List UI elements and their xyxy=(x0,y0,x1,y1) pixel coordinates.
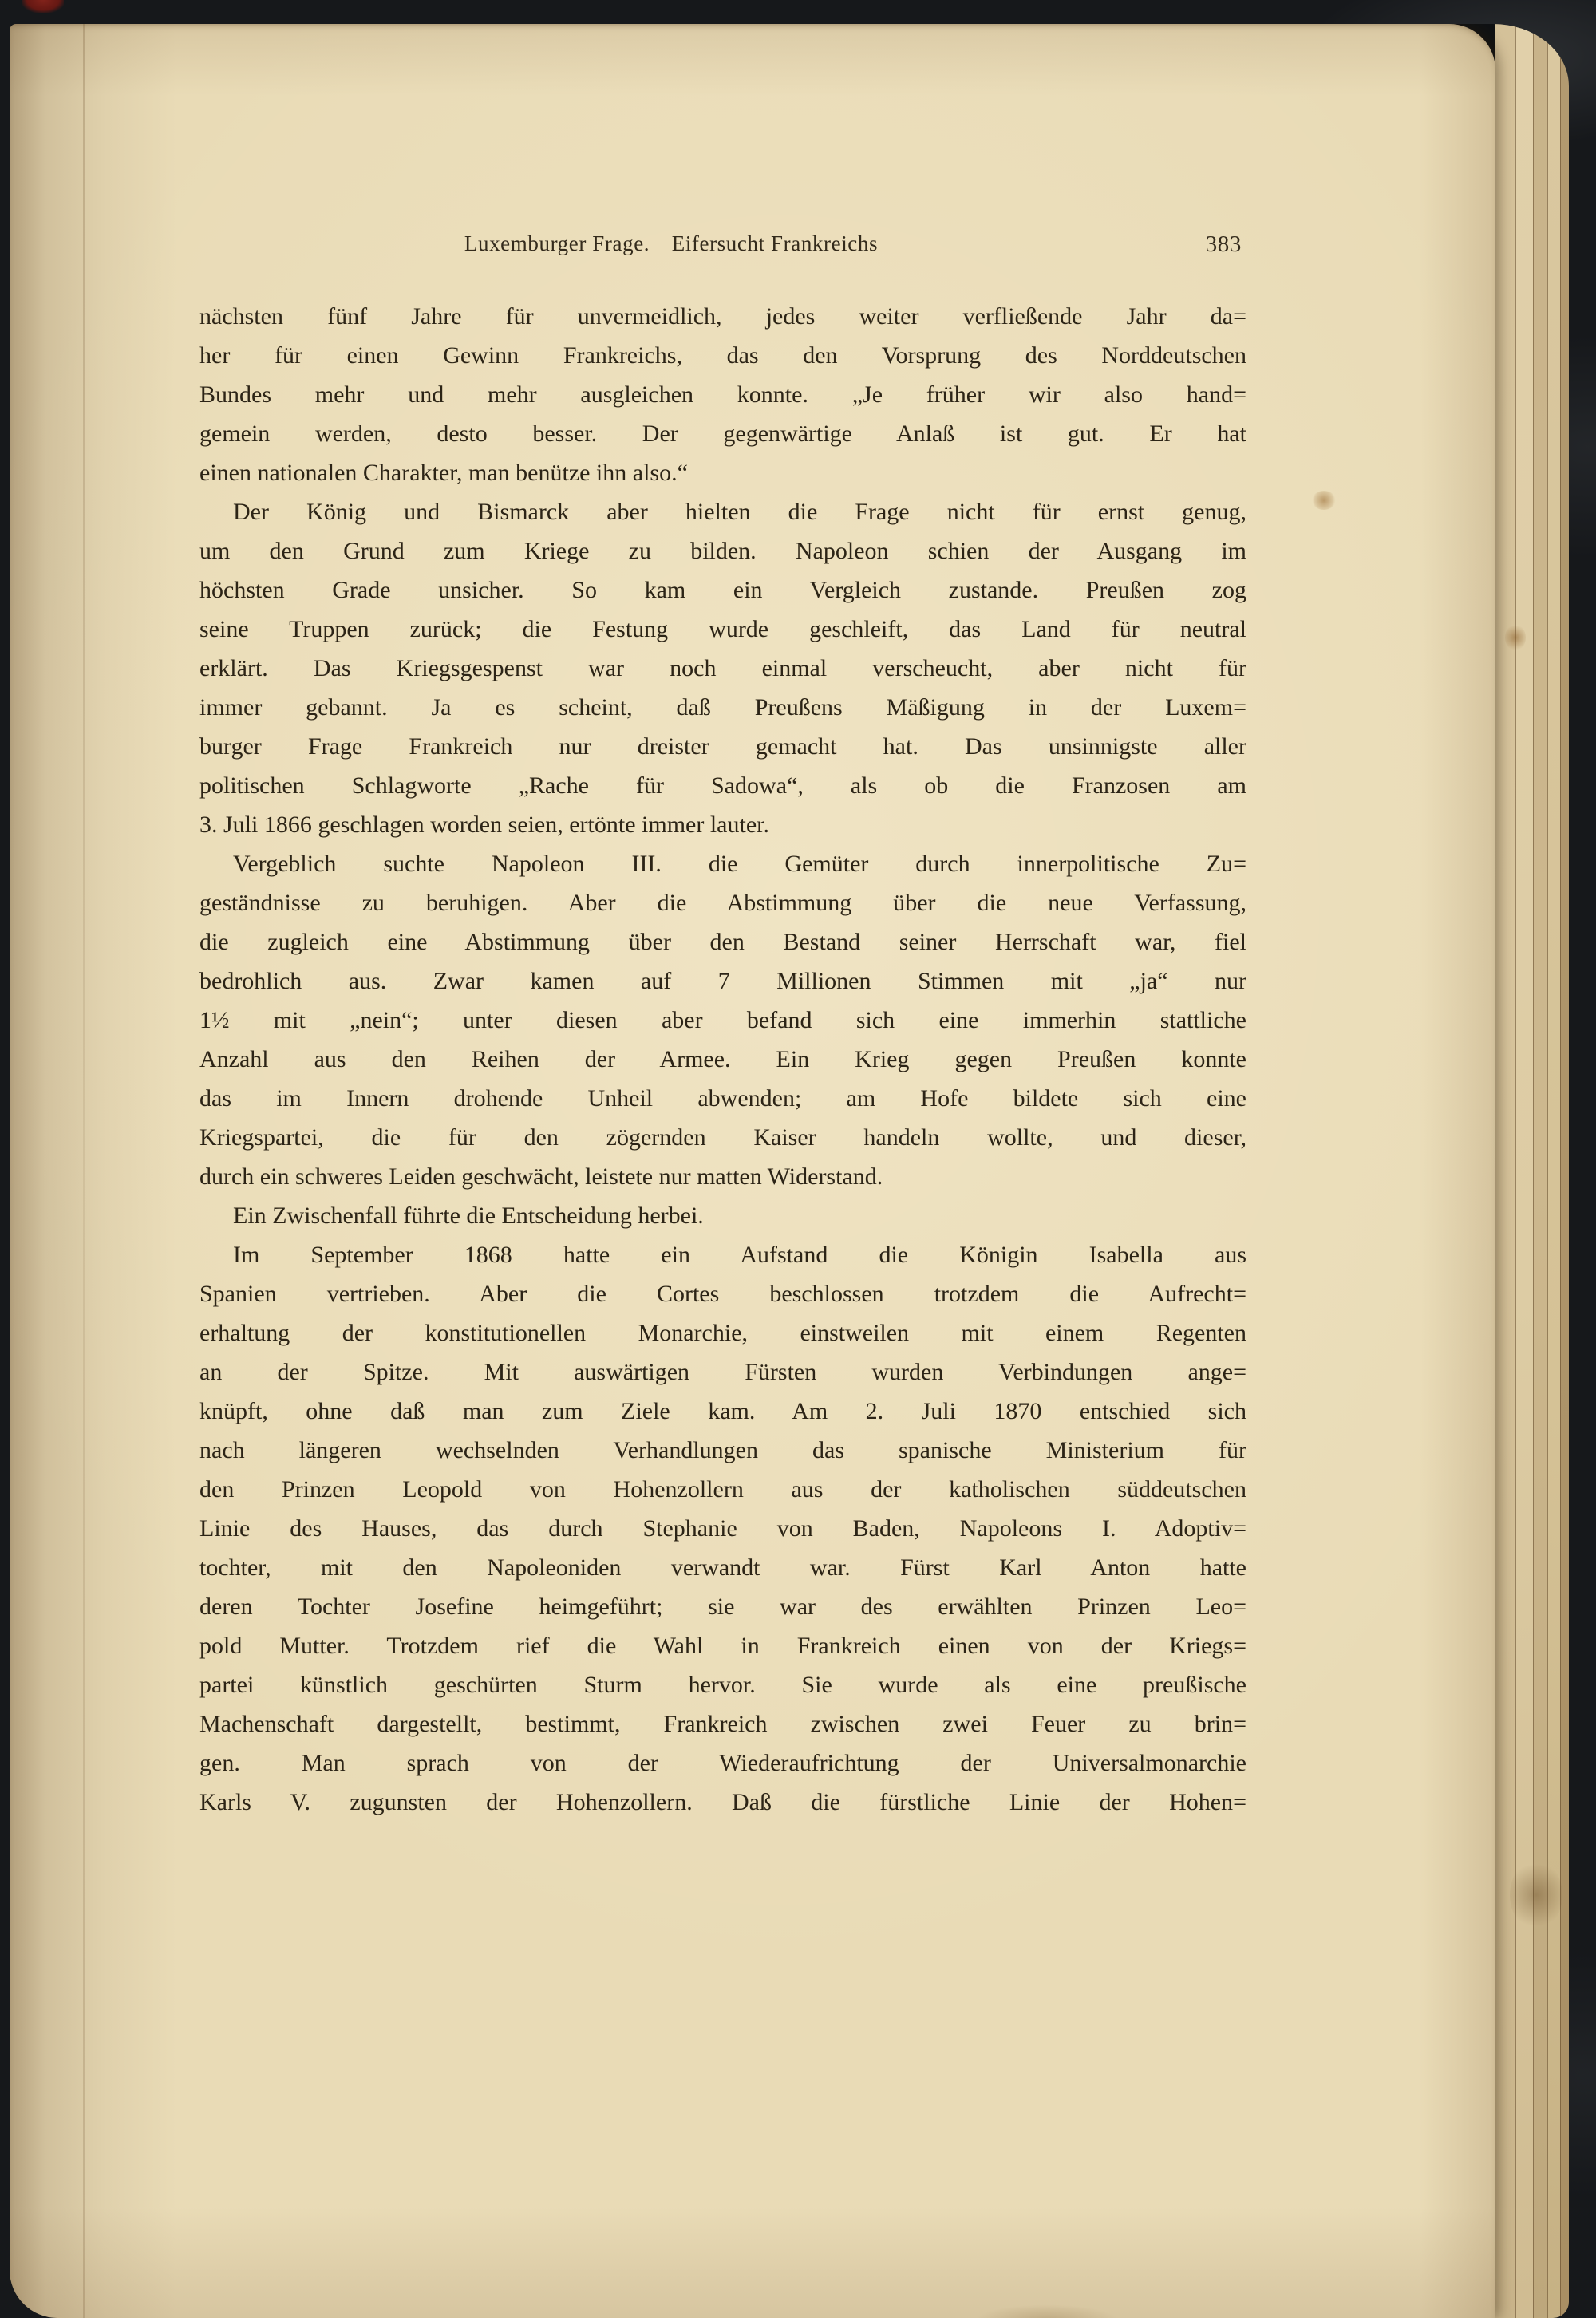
text-line: Vergeblich suchte Napoleon III. die Gemüter durch innerpolitische Zu= xyxy=(233,851,1246,877)
text-line: nächsten fünf Jahre für unvermeidlich, jedes weiter verfließende Jahr da= xyxy=(200,303,1246,330)
text-line: bedrohlich aus. Zwar kamen auf 7 Millionen Stimmen mit „ja“ nur xyxy=(200,968,1246,994)
text-line: erhaltung der konstitutionellen Monarchie, einstweilen mit einem Regenten xyxy=(200,1320,1246,1346)
page-edge xyxy=(1495,24,1516,2318)
page-content xyxy=(200,231,1246,1822)
text-line: um den Grund zum Kriege zu bilden. Napoleon schien der Ausgang im xyxy=(200,538,1246,564)
book-block xyxy=(10,24,1569,2318)
text-line: durch ein schweres Leiden geschwächt, leistete nur matten Widerstand. xyxy=(200,1163,883,1190)
text-line: deren Tochter Josefine heimgeführt; sie war des erwählten Prinzen Leo= xyxy=(200,1593,1246,1620)
text-line: tochter, mit den Napoleoniden verwandt war. Fürst Karl Anton hatte xyxy=(200,1554,1246,1581)
spine-red-mark xyxy=(22,0,64,13)
text-line: Machenschaft dargestellt, bestimmt, Frankreich zwischen zwei Feuer zu brin= xyxy=(200,1711,1246,1737)
text-line: immer gebannt. Ja es scheint, daß Preußens Mäßigung in der Luxem= xyxy=(200,694,1246,721)
text-block xyxy=(200,297,1246,1822)
text-line: gen. Man sprach von der Wiederaufrichtung der Universalmonarchie xyxy=(200,1750,1246,1776)
text-line: erklärt. Das Kriegsgespenst war noch einmal verscheucht, aber nicht für xyxy=(200,655,1246,681)
page-number: 383 xyxy=(1205,231,1242,257)
text-line: das im Innern drohende Unheil abwenden; am Hofe bildete sich eine xyxy=(200,1085,1246,1112)
text-line: knüpft, ohne daß man zum Ziele kam. Am 2. Juli 1870 entschied sich xyxy=(200,1398,1246,1424)
text-line: geständnisse zu beruhigen. Aber die Abstimmung über die neue Verfassung, xyxy=(200,890,1246,916)
text-line: Kriegspartei, die für den zögernden Kaiser handeln wollte, und dieser, xyxy=(200,1124,1246,1151)
text-line: die zugleich eine Abstimmung über den Bestand seiner Herrschaft war, fiel xyxy=(200,929,1246,955)
text-line: Ein Zwischenfall führte die Entscheidung herbei. xyxy=(233,1202,704,1229)
text-line: Karls V. zugunsten der Hohenzollern. Daß die fürstliche Linie der Hohen= xyxy=(200,1789,1246,1815)
text-line: einen nationalen Charakter, man benütze ihn also.“ xyxy=(200,460,688,486)
text-line: Im September 1868 hatte ein Aufstand die Königin Isabella aus xyxy=(233,1242,1246,1268)
page-edge xyxy=(1547,24,1561,2318)
running-header xyxy=(200,231,1246,260)
gutter-crease xyxy=(83,24,85,2318)
text-line: nach längeren wechselnden Verhandlungen das spanische Ministerium für xyxy=(200,1437,1246,1463)
foxing-stain xyxy=(1312,491,1336,510)
text-line: seine Truppen zurück; die Festung wurde geschleift, das Land für neutral xyxy=(200,616,1246,642)
text-line: partei künstlich geschürten Sturm hervor. Sie wurde als eine preußische xyxy=(200,1672,1246,1698)
text-line: politischen Schlagworte „Rache für Sadowa“, als ob die Franzosen am xyxy=(200,772,1246,799)
text-line: 3. Juli 1866 geschlagen worden seien, ertönte immer lauter. xyxy=(200,811,769,838)
page-edge xyxy=(1515,24,1534,2318)
text-line: den Prinzen Leopold von Hohenzollern aus der katholischen süddeutschen xyxy=(200,1476,1246,1503)
text-line: her für einen Gewinn Frankreichs, das den Vorsprung des Norddeutschen xyxy=(200,342,1246,369)
running-title: Luxemburger Frage. Eifersucht Frankreichs xyxy=(464,231,879,255)
page-edge-stack xyxy=(1495,24,1569,2318)
text-line: pold Mutter. Trotzdem rief die Wahl in Frankreich einen von der Kriegs= xyxy=(200,1633,1246,1659)
page-edge xyxy=(1560,24,1569,2318)
text-line: Bundes mehr und mehr ausgleichen konnte. „Je früher wir also hand= xyxy=(200,381,1246,408)
text-line: burger Frage Frankreich nur dreister gemacht hat. Das unsinnigste aller xyxy=(200,733,1246,760)
text-line: Der König und Bismarck aber hielten die Frage nicht für ernst genug, xyxy=(233,499,1246,525)
text-line: Spanien vertrieben. Aber die Cortes beschlossen trotzdem die Aufrecht= xyxy=(200,1281,1246,1307)
text-line: 1½ mit „nein“; unter diesen aber befand sich eine immerhin stattliche xyxy=(200,1007,1246,1033)
text-line: Linie des Hauses, das durch Stephanie von Baden, Napoleons I. Adoptiv= xyxy=(200,1515,1246,1542)
text-line: an der Spitze. Mit auswärtigen Fürsten wurden Verbindungen ange= xyxy=(200,1359,1246,1385)
book-page xyxy=(10,24,1495,2318)
foxing-stain xyxy=(975,2304,1119,2318)
page-edge xyxy=(1533,24,1548,2318)
text-line: Anzahl aus den Reihen der Armee. Ein Krieg gegen Preußen konnte xyxy=(200,1046,1246,1072)
text-line: höchsten Grade unsicher. So kam ein Vergleich zustande. Preußen zog xyxy=(200,577,1246,603)
text-line: gemein werden, desto besser. Der gegenwärtige Anlaß ist gut. Er hat xyxy=(200,421,1246,447)
